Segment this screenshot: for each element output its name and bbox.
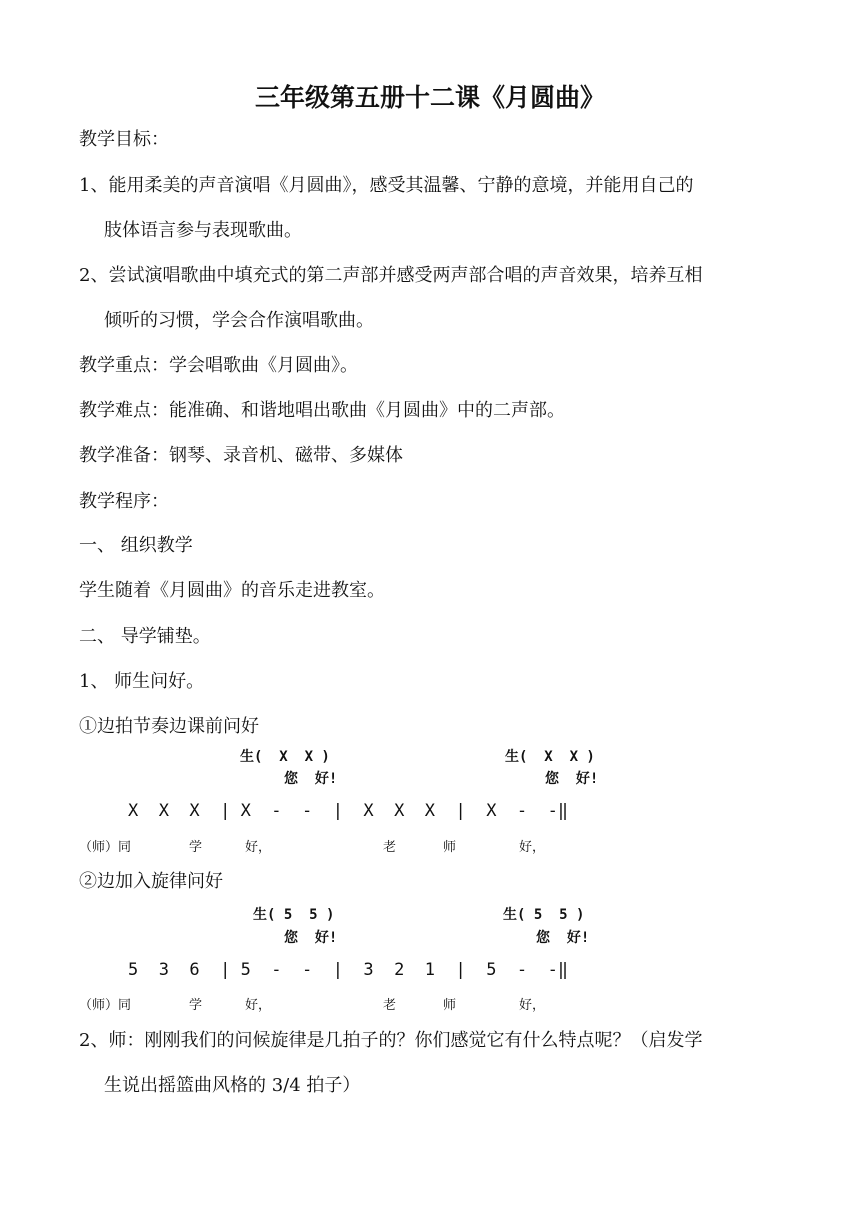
- procedure-heading: 教学程序：: [79, 491, 169, 512]
- score2-lyric-3: 好，: [245, 998, 272, 1013]
- score1-response-2: 生( X X ): [505, 749, 595, 765]
- score1-lyric-4: 老: [383, 840, 397, 855]
- score2-lyric-4: 老: [383, 998, 397, 1013]
- section-2-1: 1、 师生问好。: [79, 671, 205, 692]
- goal-1: 1、能用柔美的声音演唱《月圆曲》，感受其温馨、宁静的意境，并能用自己的: [79, 175, 694, 196]
- score2-lyric-6: 好，: [519, 998, 546, 1013]
- goal-2-cont: 倾听的习惯，学会合作演唱歌曲。: [104, 310, 374, 331]
- score1-notes: X X X | X - - | X X X | X - -‖: [128, 801, 569, 821]
- score1-lyric-3: 好，: [245, 840, 272, 855]
- difficulty: 教学难点：能准确、和谐地唱出歌曲《月圆曲》中的二声部。: [79, 400, 565, 421]
- score2-response-2-words: 您 好!: [536, 930, 590, 946]
- exercise-2: ②边加入旋律问好: [79, 871, 223, 892]
- page-title: 三年级第五册十二课《月圆曲》: [254, 83, 605, 112]
- score2-lyric-5: 师: [443, 998, 457, 1013]
- score1-response-1: 生( X X ): [240, 749, 330, 765]
- score2-response-1-words: 您 好!: [284, 930, 338, 946]
- score2-response-2: 生( 5 5 ): [503, 907, 585, 923]
- preparation: 教学准备：钢琴、录音机、磁带、多媒体: [79, 445, 403, 466]
- exercise-1: ①边拍节奏边课前问好: [79, 716, 259, 737]
- score2-notes: 5 3 6 | 5 - - | 3 2 1 | 5 - -‖: [128, 960, 569, 980]
- score2-lyric-1: （师）同: [79, 998, 132, 1013]
- score2-lyric-2: 学: [189, 998, 203, 1013]
- goal-1-cont: 肢体语言参与表现歌曲。: [104, 220, 302, 241]
- goals-heading: 教学目标：: [79, 129, 169, 150]
- goal-2: 2、尝试演唱歌曲中填充式的第二声部并感受两声部合唱的声音效果，培养互相: [79, 265, 703, 286]
- score1-lyric-6: 好，: [519, 840, 546, 855]
- section-1: 一、 组织教学: [79, 535, 193, 556]
- key-point: 教学重点：学会唱歌曲《月圆曲》。: [79, 355, 358, 376]
- score2-response-1: 生( 5 5 ): [253, 907, 335, 923]
- score1-lyric-2: 学: [189, 840, 203, 855]
- score1-lyric-5: 师: [443, 840, 457, 855]
- score1-response-1-words: 您 好!: [284, 771, 338, 787]
- section-2: 二、 导学铺垫。: [79, 626, 211, 647]
- question-2-cont: 生说出摇篮曲风格的 3/4 拍子）: [104, 1075, 361, 1096]
- section-1-text: 学生随着《月圆曲》的音乐走进教室。: [79, 580, 385, 601]
- score1-lyric-1: （师）同: [79, 840, 132, 855]
- question-2: 2、师：刚刚我们的问候旋律是几拍子的？你们感觉它有什么特点呢？（启发学: [79, 1030, 703, 1051]
- score1-response-2-words: 您 好!: [545, 771, 599, 787]
